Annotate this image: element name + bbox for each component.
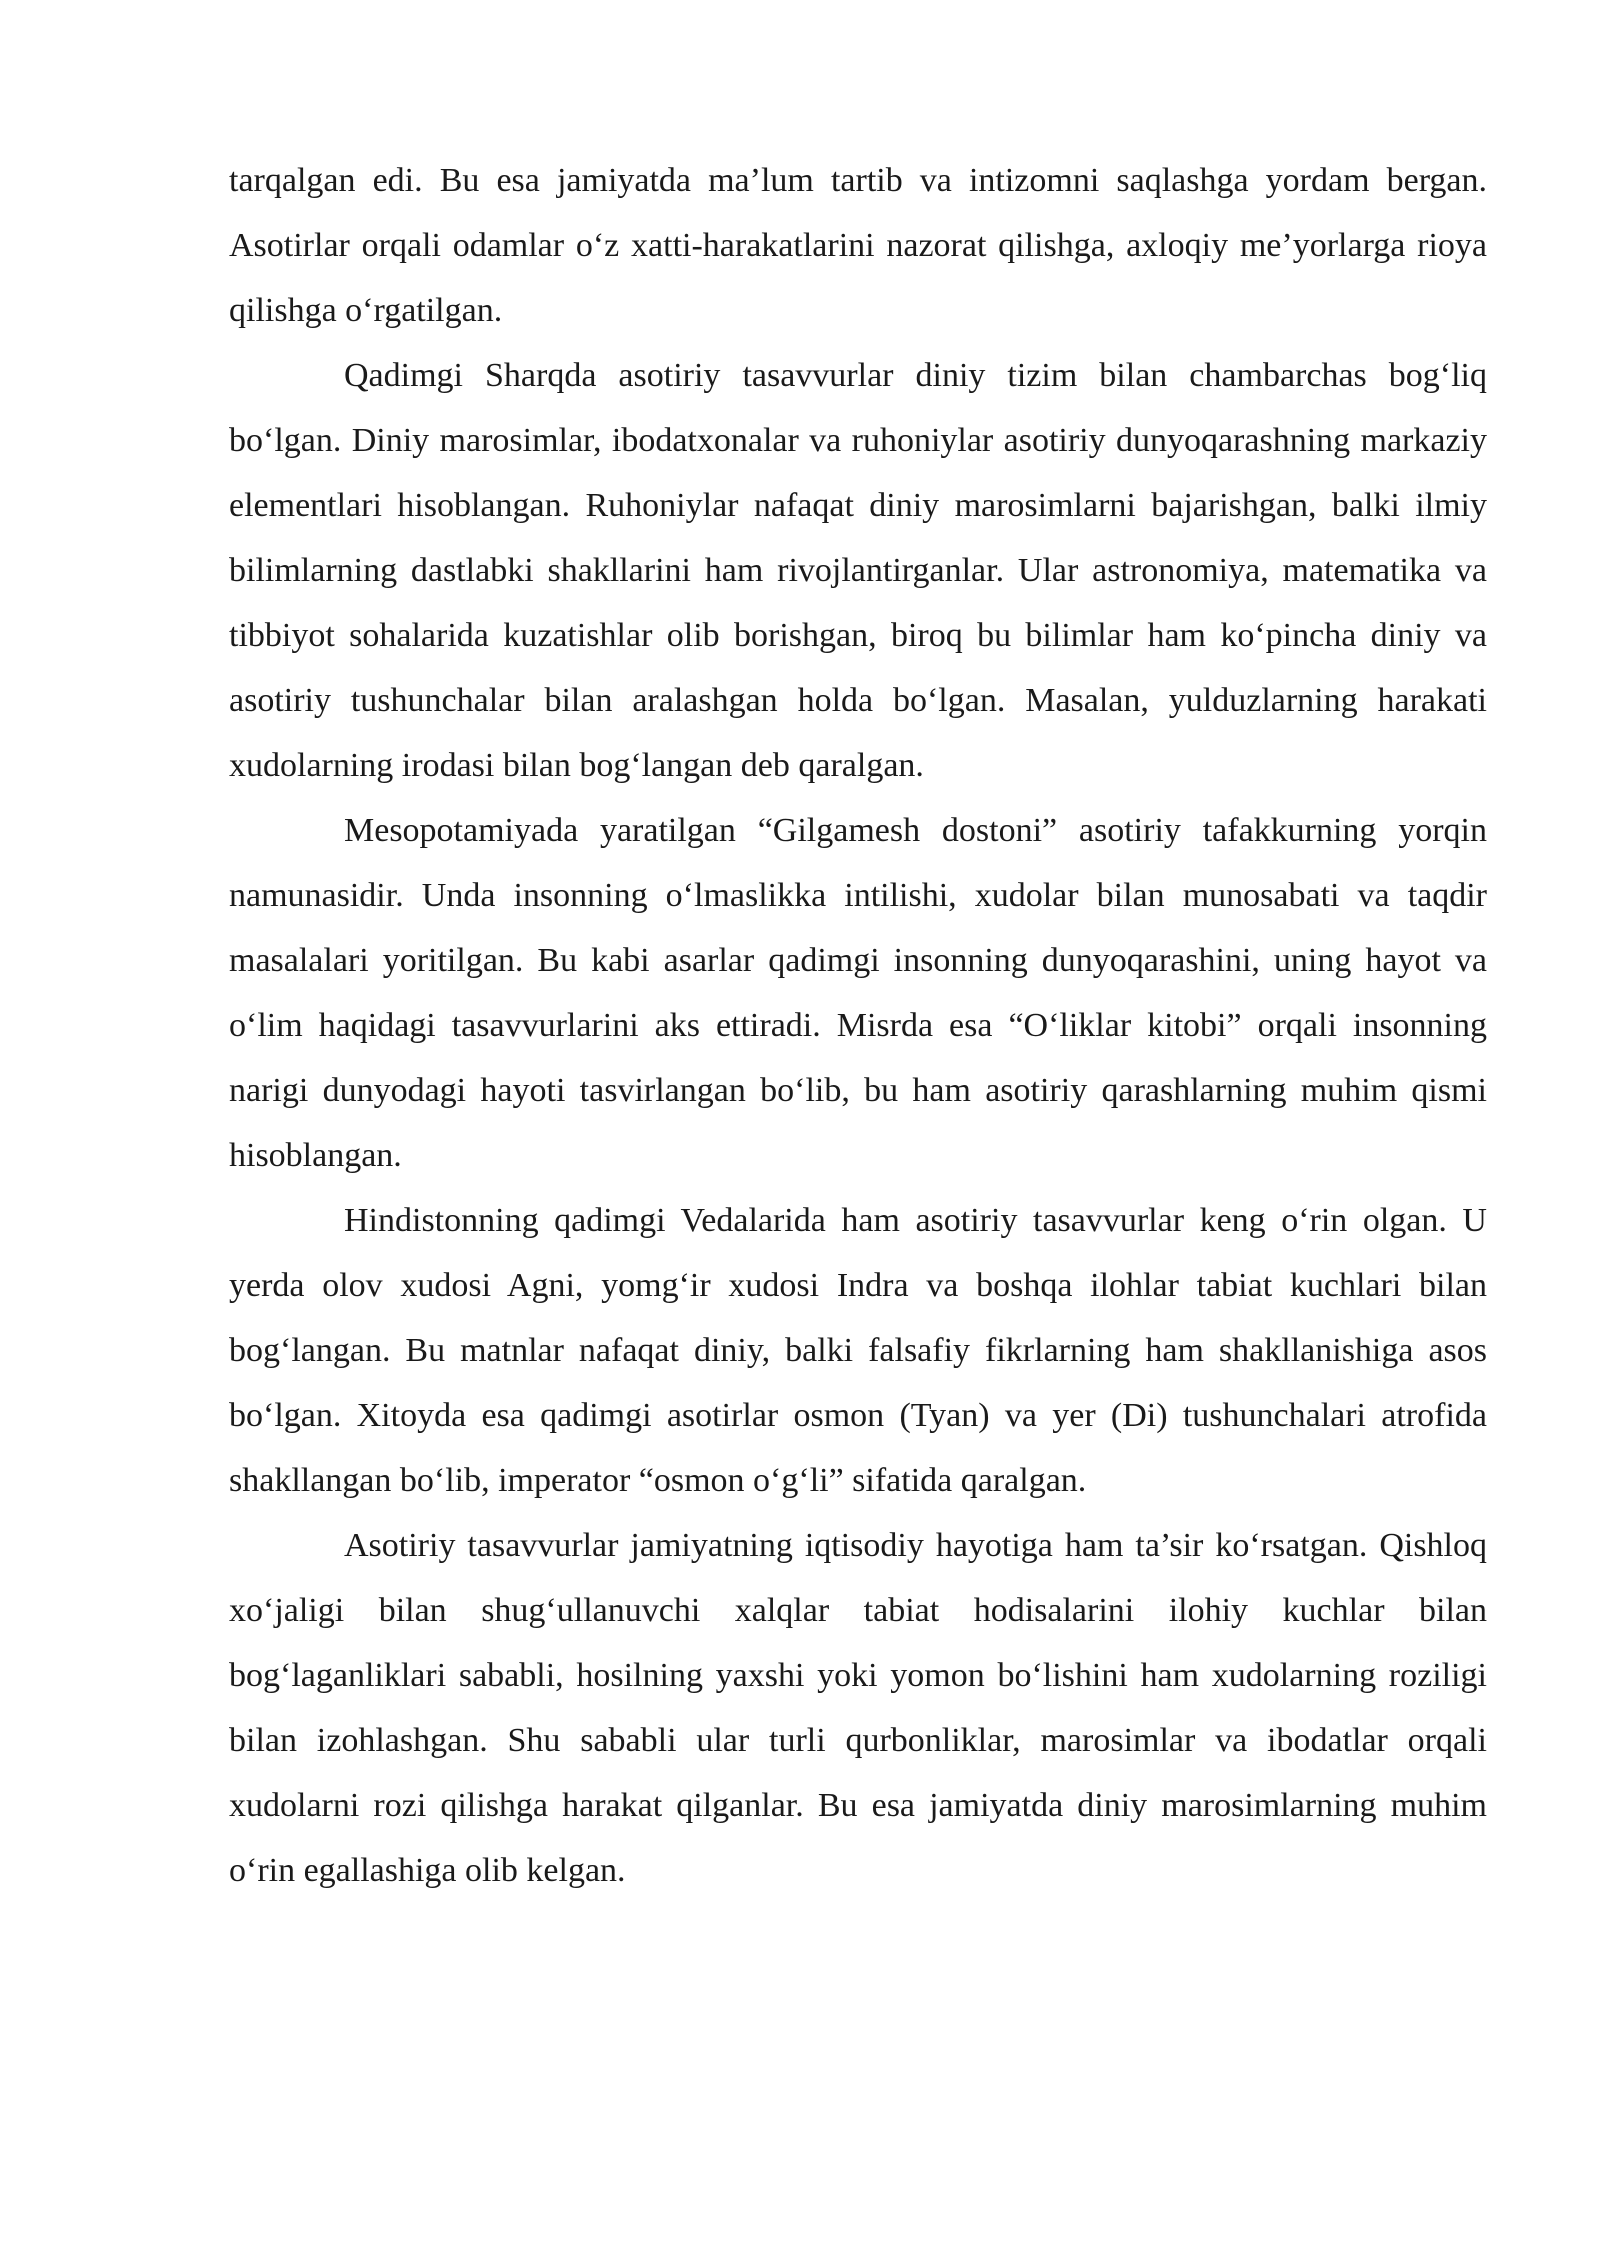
paragraph-vedas-china: Hindistonning qadimgi Vedalarida ham asotiriy tasavvurlar keng o‘rin olgan. U yerda olov xudosi Agni, yomg‘ir xudosi Indra va boshqa ilohlar tabiat kuchlari bilan bog‘langan. Bu matnlar nafaqat diniy, balki falsafiy fikrlarning ham shakllanishiga asos bo‘lgan. Xitoyda esa qadimgi asotirlar osmon (Tyan) va yer (Di) tushunchalari atrofida shakllangan bo‘lib, imperator “osmon o‘g‘li” sifatida qaralgan. [229, 1202, 1487, 1499]
paragraph-economy: Asotiriy tasavvurlar jamiyatning iqtisodiy hayotiga ham ta’sir ko‘rsatgan. Qishloq xo‘jaligi bilan shug‘ullanuvchi xalqlar tabiat hodisalarini ilohiy kuchlar bilan bog‘laganliklari sababli, hosilning yaxshi yoki yomon bo‘lishini ham xudolarning roziligi bilan izohlashgan. Shu sababli ular turli qurbonliklar, marosimlar va ibodatlar orqali xudolarni rozi qilishga harakat qilganlar. Bu esa jamiyatda diniy marosimlarning muhim o‘rin egallashiga olib kelgan. [229, 1527, 1487, 1889]
paragraph-ancient-east: Qadimgi Sharqda asotiriy tasavvurlar diniy tizim bilan chambarchas bog‘liq bo‘lgan. Diniy marosimlar, ibodatxonalar va ruhoniylar asotiriy dunyoqarashning markaziy elementlari hisoblangan. Ruhoniylar nafaqat diniy marosimlarni bajarishgan, balki ilmiy bilimlarning dastlabki shakllarini ham rivojlantirganlar. Ular astronomiya, matematika va tibbiyot sohalarida kuzatishlar olib borishgan, biroq bu bilimlar ham ko‘pincha diniy va asotiriy tushunchalar bilan aralashgan holda bo‘lgan. Masalan, yulduzlarning harakati xudolarning irodasi bilan bog‘langan deb qaralgan. [229, 357, 1487, 784]
body-text [229, 148, 1487, 1903]
paragraph-gilgamesh: Mesopotamiyada yaratilgan “Gilgamesh dostoni” asotiriy tafakkurning yorqin namunasidir. Unda insonning o‘lmaslikka intilishi, xudolar bilan munosabati va taqdir masalalari yoritilgan. Bu kabi asarlar qadimgi insonning dunyoqarashini, uning hayot va o‘lim haqidagi tasavvurlarini aks ettiradi. Misrda esa “O‘liklar kitobi” orqali insonning narigi dunyodagi hayoti tasvirlangan bo‘lib, bu ham asotiriy qarashlarning muhim qismi hisoblangan. [229, 812, 1487, 1174]
paragraph-continuation: tarqalgan edi. Bu esa jamiyatda ma’lum tartib va intizomni saqlashga yordam bergan. Asotirlar orqali odamlar o‘z xatti-harakatlarini nazorat qilishga, axloqiy me’yorlarga rioya qilishga o‘rgatilgan. [229, 162, 1487, 329]
